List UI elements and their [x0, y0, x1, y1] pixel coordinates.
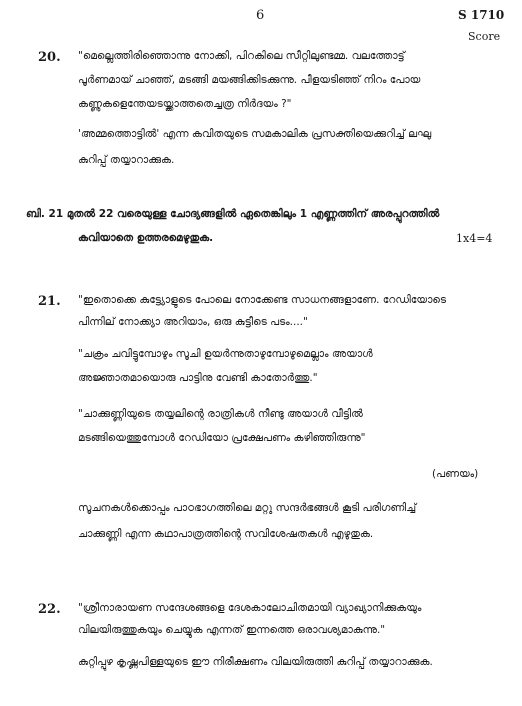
- q20-quote-line-3: കണ്ണുകളെന്തേയടയ്ക്കാത്തതെച്ചത്ര നിർദയം ?": [78, 98, 292, 110]
- q22-quote-line-1: "ശ്രീനാരായണ സന്ദേശങ്ങളെ ദേശകാലോചിതമായി വ്യാഖ്യാനിക്കുകയും: [78, 602, 422, 614]
- question-number-22: 22.: [38, 602, 61, 617]
- score-label: Score: [468, 30, 501, 43]
- q21-quote3-line-1: "ചാക്കുണ്ണിയുടെ തയ്യലിന്റെ രാത്രികൾ നീണ്ടു അയാൾ വീട്ടിൽ: [78, 408, 363, 420]
- q21-task-line-1: സൂചനകൾക്കൊപ്പം പാഠഭാഗത്തിലെ മറ്റു സന്ദർഭങ്ങൾ കൂടി പരിഗണിച്ച്: [78, 502, 417, 514]
- section-b-marks: 1x4=4: [456, 232, 493, 245]
- q20-quote-line-2: പൂർണമായ് ചാഞ്ഞ്, മടങ്ങി മയങ്ങിക്കിടക്കുന്നു. പീളയടിഞ്ഞ് നിറം പോയ: [78, 74, 421, 86]
- q21-quote3-line-2: മടങ്ങിയെത്തുമ്പോൾ റേഡിയോ പ്രക്ഷേപണം കഴിഞ്ഞിരുന്നു": [78, 432, 366, 444]
- question-number-21: 21.: [38, 294, 61, 309]
- question-number-20: 20.: [38, 50, 61, 65]
- q21-source: (പണയം): [432, 468, 479, 480]
- page-number: 6: [256, 8, 265, 23]
- q20-task-line-1: 'അമ്മത്തൊട്ടിൽ' എന്ന കവിതയുടെ സമകാലിക പ്രസക്തിയെക്കുറിച്ച് ലഘു: [78, 128, 432, 140]
- q20-quote-line-1: "മെല്ലെത്തിരിഞ്ഞൊന്നു നോക്കി, പിറകിലെ സീറ്റിലുണ്ടമ്മ. വലത്തോട്ട്: [78, 50, 405, 62]
- paper-code: S 1710: [458, 8, 505, 22]
- q22-quote-line-2: വിലയിരുത്തുകയും ചെയ്യുക എന്നത് ഇന്നത്തെ ഒരാവശ്യമാകുന്നു.": [78, 624, 386, 636]
- q21-quote2-line-2: അജ്ഞാതമായൊരു പാട്ടിനു വേണ്ടി കാതോർത്തു.": [78, 372, 318, 384]
- q21-quote1-line-1: "ഇതൊക്കെ കുട്ട്യോളുടെ പോലെ നോക്കേണ്ട സാധനങ്ങളാണേ. റേഡിയോടെ: [78, 294, 447, 306]
- q21-quote2-line-1: "ചക്രം ചവിട്ടുമ്പോഴും സൂചി ഉയർന്നുതാഴുമ്പോഴുമെല്ലാം അയാൾ: [78, 348, 373, 360]
- q20-task-line-2: കുറിപ്പ് തയ്യാറാക്കുക.: [78, 154, 175, 166]
- q22-task-line: കുറ്റിപ്പുഴ കൃഷ്ണപിള്ളയുടെ ഈ നിരീക്ഷണം വിലയിരുത്തി കുറിപ്പ് തയ്യാറാക്കുക.: [78, 656, 433, 668]
- section-b-instruction-line-1: ബി. 21 മുതൽ 22 വരെയുള്ള ചോദ്യങ്ങളിൽ ഏതെങ്കിലും 1 എണ്ണത്തിന് അരപ്പുറത്തിൽ: [26, 208, 440, 220]
- q21-task-line-2: ചാക്കുണ്ണി എന്ന കഥാപാത്രത്തിന്റെ സവിശേഷതകൾ എഴുതുക.: [78, 528, 374, 540]
- section-b-instruction-line-2: കവിയാതെ ഉത്തരമെഴുതുക.: [78, 232, 214, 244]
- q21-quote1-line-2: പിന്നില് നോക്ക്യാ അറിയാം, ഒരു കുട്ടീടെ പടം....": [78, 316, 308, 328]
